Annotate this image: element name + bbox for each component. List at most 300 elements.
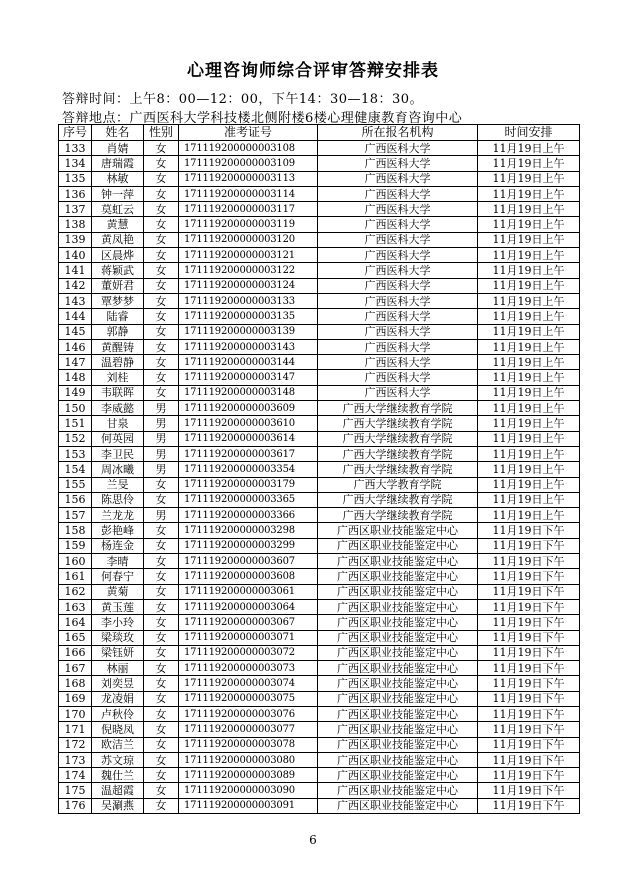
cell-institution: 广西医科大学 (318, 217, 478, 232)
cell-name: 黄醒铸 (92, 339, 144, 354)
cell-name: 刘桂 (92, 370, 144, 385)
cell-name: 肖婧 (92, 141, 144, 156)
cell-ticket-number: 171119200000003071 (179, 630, 318, 645)
cell-seq: 153 (59, 446, 92, 461)
cell-name: 李晴 (92, 554, 144, 569)
table-row (59, 248, 580, 263)
column-header-ticket-number: 准考证号 (179, 125, 318, 141)
table-row (59, 691, 580, 706)
table-row (59, 156, 580, 171)
cell-schedule: 11月19日上午 (478, 141, 580, 156)
cell-name: 温碧静 (92, 355, 144, 370)
cell-ticket-number: 171119200000003135 (179, 309, 318, 324)
cell-institution: 广西大学继续教育学院 (318, 431, 478, 446)
cell-gender: 男 (144, 416, 179, 431)
cell-institution: 广西医科大学 (318, 156, 478, 171)
cell-seq: 162 (59, 584, 92, 599)
table-row (59, 554, 580, 569)
table-row (59, 752, 580, 767)
cell-gender: 女 (144, 768, 179, 783)
cell-ticket-number: 171119200000003074 (179, 676, 318, 691)
cell-ticket-number: 171119200000003061 (179, 584, 318, 599)
cell-gender: 女 (144, 798, 179, 813)
cell-institution: 广西医科大学 (318, 202, 478, 217)
cell-name: 刘奕昱 (92, 676, 144, 691)
table-row (59, 278, 580, 293)
cell-institution: 广西医科大学 (318, 232, 478, 247)
cell-seq: 143 (59, 293, 92, 308)
cell-institution: 广西大学继续教育学院 (318, 508, 478, 523)
cell-seq: 172 (59, 737, 92, 752)
cell-ticket-number: 171119200000003073 (179, 661, 318, 676)
cell-ticket-number: 171119200000003133 (179, 293, 318, 308)
cell-ticket-number: 171119200000003298 (179, 523, 318, 538)
cell-institution: 广西区职业技能鉴定中心 (318, 645, 478, 660)
cell-gender: 女 (144, 676, 179, 691)
table-row (59, 508, 580, 523)
cell-name: 黄凤艳 (92, 232, 144, 247)
cell-schedule: 11月19日下午 (478, 783, 580, 798)
column-header-name: 姓名 (92, 125, 144, 141)
table-row (59, 523, 580, 538)
cell-name: 黄菊 (92, 584, 144, 599)
cell-gender: 男 (144, 401, 179, 416)
cell-seq: 147 (59, 355, 92, 370)
cell-institution: 广西医科大学 (318, 248, 478, 263)
cell-name: 甘泉 (92, 416, 144, 431)
cell-institution: 广西大学教育学院 (318, 477, 478, 492)
cell-institution: 广西区职业技能鉴定中心 (318, 569, 478, 584)
cell-schedule: 11月19日下午 (478, 569, 580, 584)
cell-name: 李小玲 (92, 615, 144, 630)
cell-schedule: 11月19日下午 (478, 661, 580, 676)
table-row (59, 217, 580, 232)
cell-name: 卢秋伶 (92, 706, 144, 721)
cell-name: 倪晓凤 (92, 722, 144, 737)
cell-name: 魏仕兰 (92, 768, 144, 783)
cell-ticket-number: 171119200000003121 (179, 248, 318, 263)
cell-institution: 广西医科大学 (318, 141, 478, 156)
cell-institution: 广西大学继续教育学院 (318, 462, 478, 477)
table-row (59, 584, 580, 599)
cell-seq: 141 (59, 263, 92, 278)
cell-schedule: 11月19日上午 (478, 186, 580, 201)
cell-schedule: 11月19日上午 (478, 477, 580, 492)
cell-gender: 男 (144, 462, 179, 477)
page-title: 心理咨询师综合评审答辩安排表 (187, 61, 439, 81)
cell-schedule: 11月19日上午 (478, 278, 580, 293)
cell-gender: 女 (144, 293, 179, 308)
cell-seq: 165 (59, 630, 92, 645)
table-row (59, 293, 580, 308)
cell-ticket-number: 171119200000003148 (179, 385, 318, 400)
cell-ticket-number: 171119200000003090 (179, 783, 318, 798)
cell-gender: 女 (144, 186, 179, 201)
cell-ticket-number: 171119200000003120 (179, 232, 318, 247)
cell-schedule: 11月19日上午 (478, 385, 580, 400)
cell-institution: 广西大学继续教育学院 (318, 416, 478, 431)
table-row (59, 339, 580, 354)
cell-schedule: 11月19日上午 (478, 171, 580, 186)
cell-name: 欧洁兰 (92, 737, 144, 752)
cell-institution: 广西区职业技能鉴定中心 (318, 691, 478, 706)
table-row (59, 798, 580, 813)
cell-seq: 164 (59, 615, 92, 630)
cell-seq: 166 (59, 645, 92, 660)
cell-gender: 女 (144, 339, 179, 354)
cell-schedule: 11月19日上午 (478, 446, 580, 461)
table-row (59, 370, 580, 385)
cell-name: 林敏 (92, 171, 144, 186)
cell-name: 李威懿 (92, 401, 144, 416)
cell-institution: 广西医科大学 (318, 355, 478, 370)
column-header-seq: 序号 (59, 125, 92, 141)
cell-ticket-number: 171119200000003139 (179, 324, 318, 339)
cell-institution: 广西医科大学 (318, 293, 478, 308)
cell-ticket-number: 171119200000003617 (179, 446, 318, 461)
cell-institution: 广西医科大学 (318, 263, 478, 278)
cell-name: 钟一萍 (92, 186, 144, 201)
cell-ticket-number: 171119200000003113 (179, 171, 318, 186)
table-row (59, 615, 580, 630)
cell-schedule: 11月19日下午 (478, 554, 580, 569)
cell-gender: 女 (144, 523, 179, 538)
cell-name: 董妍君 (92, 278, 144, 293)
cell-seq: 144 (59, 309, 92, 324)
cell-schedule: 11月19日下午 (478, 538, 580, 553)
cell-seq: 168 (59, 676, 92, 691)
cell-ticket-number: 171119200000003067 (179, 615, 318, 630)
cell-schedule: 11月19日下午 (478, 768, 580, 783)
cell-ticket-number: 171119200000003609 (179, 401, 318, 416)
cell-institution: 广西区职业技能鉴定中心 (318, 752, 478, 767)
table-row (59, 492, 580, 507)
cell-seq: 163 (59, 599, 92, 614)
cell-schedule: 11月19日下午 (478, 706, 580, 721)
cell-institution: 广西医科大学 (318, 339, 478, 354)
table-row (59, 722, 580, 737)
cell-schedule: 11月19日上午 (478, 263, 580, 278)
cell-ticket-number: 171119200000003147 (179, 370, 318, 385)
cell-schedule: 11月19日上午 (478, 156, 580, 171)
cell-seq: 151 (59, 416, 92, 431)
table-row (59, 446, 580, 461)
cell-gender: 女 (144, 248, 179, 263)
cell-ticket-number: 171119200000003089 (179, 768, 318, 783)
cell-institution: 广西区职业技能鉴定中心 (318, 584, 478, 599)
cell-ticket-number: 171119200000003365 (179, 492, 318, 507)
table-row (59, 477, 580, 492)
cell-schedule: 11月19日上午 (478, 401, 580, 416)
cell-institution: 广西区职业技能鉴定中心 (318, 798, 478, 813)
cell-name: 何春宁 (92, 569, 144, 584)
column-header-gender: 性别 (144, 125, 179, 141)
cell-gender: 女 (144, 554, 179, 569)
cell-ticket-number: 171119200000003610 (179, 416, 318, 431)
table-row (59, 263, 580, 278)
cell-name: 林丽 (92, 661, 144, 676)
cell-seq: 160 (59, 554, 92, 569)
cell-seq: 169 (59, 691, 92, 706)
cell-ticket-number: 171119200000003366 (179, 508, 318, 523)
cell-seq: 136 (59, 186, 92, 201)
cell-gender: 女 (144, 355, 179, 370)
cell-institution: 广西医科大学 (318, 385, 478, 400)
cell-gender: 女 (144, 278, 179, 293)
cell-institution: 广西医科大学 (318, 171, 478, 186)
cell-schedule: 11月19日上午 (478, 217, 580, 232)
cell-name: 蒋颖武 (92, 263, 144, 278)
cell-seq: 154 (59, 462, 92, 477)
cell-institution: 广西大学继续教育学院 (318, 401, 478, 416)
cell-name: 梁琰玫 (92, 630, 144, 645)
cell-ticket-number: 171119200000003076 (179, 706, 318, 721)
cell-institution: 广西医科大学 (318, 370, 478, 385)
cell-institution: 广西区职业技能鉴定中心 (318, 538, 478, 553)
cell-schedule: 11月19日下午 (478, 798, 580, 813)
cell-gender: 女 (144, 783, 179, 798)
cell-gender: 女 (144, 569, 179, 584)
defense-location: 答辩地点：广西医科大学科技楼北侧附楼6楼心理健康教育咨询中心 (62, 111, 463, 126)
cell-institution: 广西区职业技能鉴定中心 (318, 554, 478, 569)
table-row (59, 186, 580, 201)
table-row (59, 309, 580, 324)
table-row (59, 202, 580, 217)
cell-ticket-number: 171119200000003117 (179, 202, 318, 217)
cell-name: 韦联晖 (92, 385, 144, 400)
cell-schedule: 11月19日下午 (478, 599, 580, 614)
cell-seq: 142 (59, 278, 92, 293)
cell-ticket-number: 171119200000003114 (179, 186, 318, 201)
cell-schedule: 11月19日上午 (478, 508, 580, 523)
cell-institution: 广西区职业技能鉴定中心 (318, 615, 478, 630)
cell-ticket-number: 171119200000003299 (179, 538, 318, 553)
cell-ticket-number: 171119200000003080 (179, 752, 318, 767)
cell-institution: 广西医科大学 (318, 186, 478, 201)
cell-schedule: 11月19日下午 (478, 691, 580, 706)
cell-seq: 161 (59, 569, 92, 584)
cell-gender: 女 (144, 538, 179, 553)
cell-ticket-number: 171119200000003091 (179, 798, 318, 813)
table-row (59, 401, 580, 416)
cell-schedule: 11月19日上午 (478, 293, 580, 308)
cell-seq: 150 (59, 401, 92, 416)
table-row (59, 462, 580, 477)
cell-gender: 女 (144, 492, 179, 507)
cell-schedule: 11月19日下午 (478, 722, 580, 737)
cell-name: 黄玉莲 (92, 599, 144, 614)
cell-gender: 女 (144, 599, 179, 614)
cell-seq: 145 (59, 324, 92, 339)
cell-institution: 广西区职业技能鉴定中心 (318, 523, 478, 538)
cell-gender: 女 (144, 217, 179, 232)
cell-name: 陆睿 (92, 309, 144, 324)
cell-ticket-number: 171119200000003077 (179, 722, 318, 737)
cell-seq: 134 (59, 156, 92, 171)
cell-gender: 女 (144, 737, 179, 752)
table-row (59, 538, 580, 553)
table-row (59, 232, 580, 247)
cell-ticket-number: 171119200000003614 (179, 431, 318, 446)
cell-name: 何英园 (92, 431, 144, 446)
cell-gender: 男 (144, 508, 179, 523)
cell-name: 梁钰妍 (92, 645, 144, 660)
cell-seq: 159 (59, 538, 92, 553)
cell-name: 周冰曦 (92, 462, 144, 477)
table-row (59, 676, 580, 691)
cell-schedule: 11月19日上午 (478, 462, 580, 477)
cell-seq: 148 (59, 370, 92, 385)
cell-schedule: 11月19日上午 (478, 202, 580, 217)
cell-institution: 广西医科大学 (318, 278, 478, 293)
cell-seq: 158 (59, 523, 92, 538)
cell-schedule: 11月19日上午 (478, 339, 580, 354)
cell-seq: 176 (59, 798, 92, 813)
cell-name: 莫虹云 (92, 202, 144, 217)
cell-ticket-number: 171119200000003607 (179, 554, 318, 569)
cell-institution: 广西医科大学 (318, 309, 478, 324)
cell-ticket-number: 171119200000003075 (179, 691, 318, 706)
schedule-table (58, 124, 580, 814)
cell-institution: 广西区职业技能鉴定中心 (318, 768, 478, 783)
table-row (59, 431, 580, 446)
cell-ticket-number: 171119200000003108 (179, 141, 318, 156)
table-row (59, 768, 580, 783)
cell-institution: 广西区职业技能鉴定中心 (318, 783, 478, 798)
cell-seq: 140 (59, 248, 92, 263)
cell-name: 陈思伶 (92, 492, 144, 507)
cell-gender: 女 (144, 615, 179, 630)
cell-gender: 女 (144, 385, 179, 400)
cell-ticket-number: 171119200000003144 (179, 355, 318, 370)
cell-name: 李卫民 (92, 446, 144, 461)
cell-ticket-number: 171119200000003122 (179, 263, 318, 278)
cell-institution: 广西区职业技能鉴定中心 (318, 599, 478, 614)
cell-institution: 广西医科大学 (318, 324, 478, 339)
cell-seq: 135 (59, 171, 92, 186)
cell-institution: 广西大学继续教育学院 (318, 446, 478, 461)
cell-seq: 156 (59, 492, 92, 507)
cell-seq: 170 (59, 706, 92, 721)
cell-gender: 女 (144, 630, 179, 645)
cell-schedule: 11月19日下午 (478, 630, 580, 645)
table-row (59, 661, 580, 676)
cell-ticket-number: 171119200000003064 (179, 599, 318, 614)
cell-gender: 女 (144, 171, 179, 186)
cell-gender: 女 (144, 661, 179, 676)
cell-schedule: 11月19日下午 (478, 752, 580, 767)
cell-seq: 133 (59, 141, 92, 156)
cell-schedule: 11月19日上午 (478, 492, 580, 507)
defense-time: 答辩时间：上午8：00—12：00，下午14：30—18：30。 (62, 92, 424, 107)
cell-schedule: 11月19日上午 (478, 232, 580, 247)
cell-seq: 173 (59, 752, 92, 767)
cell-schedule: 11月19日上午 (478, 416, 580, 431)
cell-gender: 女 (144, 370, 179, 385)
table-row (59, 141, 580, 156)
cell-seq: 157 (59, 508, 92, 523)
cell-schedule: 11月19日上午 (478, 324, 580, 339)
cell-gender: 女 (144, 706, 179, 721)
cell-schedule: 11月19日下午 (478, 645, 580, 660)
cell-name: 彭艳峰 (92, 523, 144, 538)
cell-gender: 女 (144, 324, 179, 339)
cell-ticket-number: 171119200000003608 (179, 569, 318, 584)
cell-gender: 女 (144, 263, 179, 278)
cell-ticket-number: 171119200000003072 (179, 645, 318, 660)
cell-name: 郭静 (92, 324, 144, 339)
table-row (59, 599, 580, 614)
cell-ticket-number: 171119200000003119 (179, 217, 318, 232)
table-row (59, 569, 580, 584)
table-header-row (59, 125, 580, 141)
cell-seq: 175 (59, 783, 92, 798)
table-row (59, 385, 580, 400)
cell-seq: 138 (59, 217, 92, 232)
table-row (59, 645, 580, 660)
cell-gender: 男 (144, 446, 179, 461)
table-row (59, 737, 580, 752)
cell-gender: 女 (144, 202, 179, 217)
cell-schedule: 11月19日下午 (478, 615, 580, 630)
cell-gender: 女 (144, 156, 179, 171)
cell-name: 兰旻 (92, 477, 144, 492)
cell-gender: 女 (144, 141, 179, 156)
cell-name: 杨连金 (92, 538, 144, 553)
cell-gender: 女 (144, 722, 179, 737)
cell-gender: 女 (144, 584, 179, 599)
cell-schedule: 11月19日下午 (478, 523, 580, 538)
cell-name: 兰龙龙 (92, 508, 144, 523)
cell-ticket-number: 171119200000003109 (179, 156, 318, 171)
cell-schedule: 11月19日上午 (478, 355, 580, 370)
table-row (59, 783, 580, 798)
table-row (59, 416, 580, 431)
cell-schedule: 11月19日下午 (478, 737, 580, 752)
cell-ticket-number: 171119200000003354 (179, 462, 318, 477)
cell-institution: 广西区职业技能鉴定中心 (318, 661, 478, 676)
cell-ticket-number: 171119200000003143 (179, 339, 318, 354)
cell-seq: 155 (59, 477, 92, 492)
cell-gender: 女 (144, 645, 179, 660)
cell-seq: 174 (59, 768, 92, 783)
cell-schedule: 11月19日上午 (478, 309, 580, 324)
table-body (59, 141, 580, 814)
cell-name: 区晨烨 (92, 248, 144, 263)
cell-institution: 广西区职业技能鉴定中心 (318, 722, 478, 737)
table-row (59, 630, 580, 645)
cell-seq: 137 (59, 202, 92, 217)
cell-seq: 149 (59, 385, 92, 400)
cell-seq: 167 (59, 661, 92, 676)
cell-name: 温超霞 (92, 783, 144, 798)
cell-schedule: 11月19日下午 (478, 676, 580, 691)
cell-schedule: 11月19日下午 (478, 584, 580, 599)
cell-schedule: 11月19日上午 (478, 248, 580, 263)
cell-seq: 139 (59, 232, 92, 247)
table-row (59, 355, 580, 370)
cell-schedule: 11月19日上午 (478, 431, 580, 446)
cell-ticket-number: 171119200000003124 (179, 278, 318, 293)
cell-gender: 女 (144, 477, 179, 492)
cell-name: 黄慧 (92, 217, 144, 232)
cell-seq: 152 (59, 431, 92, 446)
cell-institution: 广西区职业技能鉴定中心 (318, 737, 478, 752)
cell-institution: 广西区职业技能鉴定中心 (318, 676, 478, 691)
cell-ticket-number: 171119200000003078 (179, 737, 318, 752)
cell-institution: 广西区职业技能鉴定中心 (318, 630, 478, 645)
cell-institution: 广西大学继续教育学院 (318, 492, 478, 507)
